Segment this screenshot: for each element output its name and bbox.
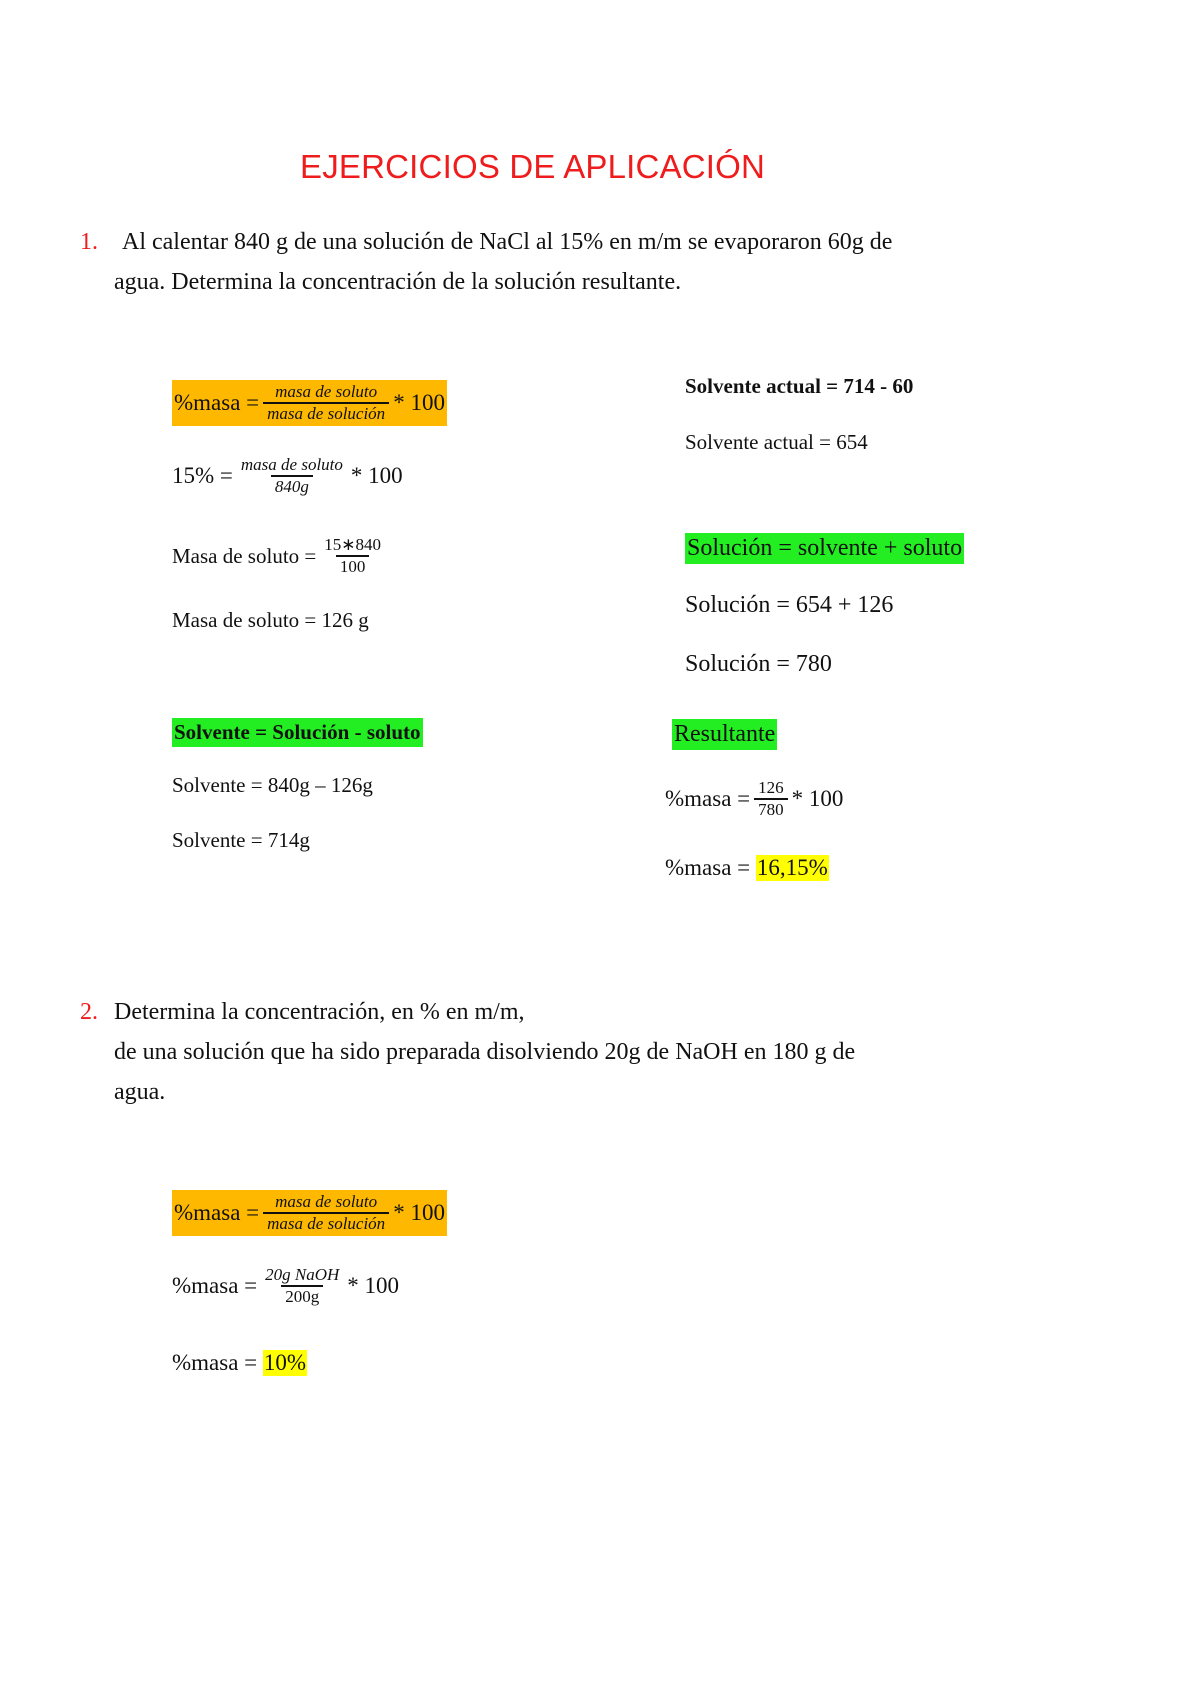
step-15-fraction: $\frac{\text{masa de soluto}}{840g}$ — [240, 455, 343, 496]
resultante-label: Resultante — [672, 719, 777, 750]
solucion-result: Solución = 780 — [685, 651, 832, 677]
final-result-2: %masa = 10% — [172, 1350, 307, 1375]
solvente-actual-formula: Solvente actual = 714 - 60 — [685, 374, 914, 398]
final-result-1: %masa = 16,15% — [665, 855, 828, 880]
problem-2-line-3: agua. — [114, 1079, 166, 1105]
solvente-formula: Solvente = Solución - soluto — [172, 718, 423, 747]
resultante-fraction: $\frac{126}{780}$ — [754, 778, 788, 820]
problem-2-fraction: $\frac{\text{20g NaOH}}{200g}$ — [265, 1265, 340, 1306]
problem-2-step: %masa = $\frac{\text{20g NaOH}}{200g}$ * 100 — [172, 1265, 400, 1306]
step-15-percent: 15% = $\frac{\text{masa de soluto}}{840g}$ * 100 — [172, 455, 403, 496]
solucion-formula: Solución = solvente + soluto — [685, 533, 964, 564]
formula-fraction-1: $\frac{\text{masa de soluto}}{\text{masa de solución}}$ — [263, 382, 389, 424]
masa-soluto-result: Masa de soluto = 126 g — [172, 608, 369, 632]
masa-soluto-fraction: $\frac{15∗840}{100}$ — [324, 535, 381, 576]
page-title: EJERCICIOS DE APLICACIÓN — [300, 148, 766, 185]
problem-2-line-1: Determina la concentración, en % en m/m, — [114, 999, 525, 1025]
solvente-result: Solvente = 714g — [172, 828, 310, 852]
formula-fraction-2: $\frac{\text{masa de soluto}}{\text{masa de solución}}$ — [263, 1192, 389, 1234]
solvente-step: Solvente = 840g – 126g — [172, 773, 373, 797]
percent-mass-formula-1: %masa = $\frac{\text{masa de soluto}}{\text{masa de solución}}$ * 100 — [172, 380, 447, 426]
final-value-1: 16,15% — [756, 855, 828, 880]
percent-mass-formula-2: %masa = $\frac{\text{masa de soluto}}{\text{masa de solución}}$ * 100 — [172, 1190, 447, 1236]
final-value-2: 10% — [263, 1350, 307, 1375]
problem-1-line-2: agua. Determina la concentración de la solución resultante. — [114, 269, 682, 295]
solvente-actual-result: Solvente actual = 654 — [685, 430, 868, 454]
problem-2-line-2: de una solución que ha sido preparada disolviendo 20g de NaOH en 180 g de — [114, 1039, 856, 1065]
problem-1-line-1: Al calentar 840 g de una solución de NaCl al 15% en m/m se evaporaron 60g de — [122, 229, 893, 255]
masa-soluto-fraction-step: Masa de soluto = $\frac{15∗840}{100}$ — [172, 535, 389, 577]
solucion-step: Solución = 654 + 126 — [685, 592, 894, 618]
resultante-formula: %masa = $\frac{126}{780}$ * 100 — [665, 778, 844, 819]
